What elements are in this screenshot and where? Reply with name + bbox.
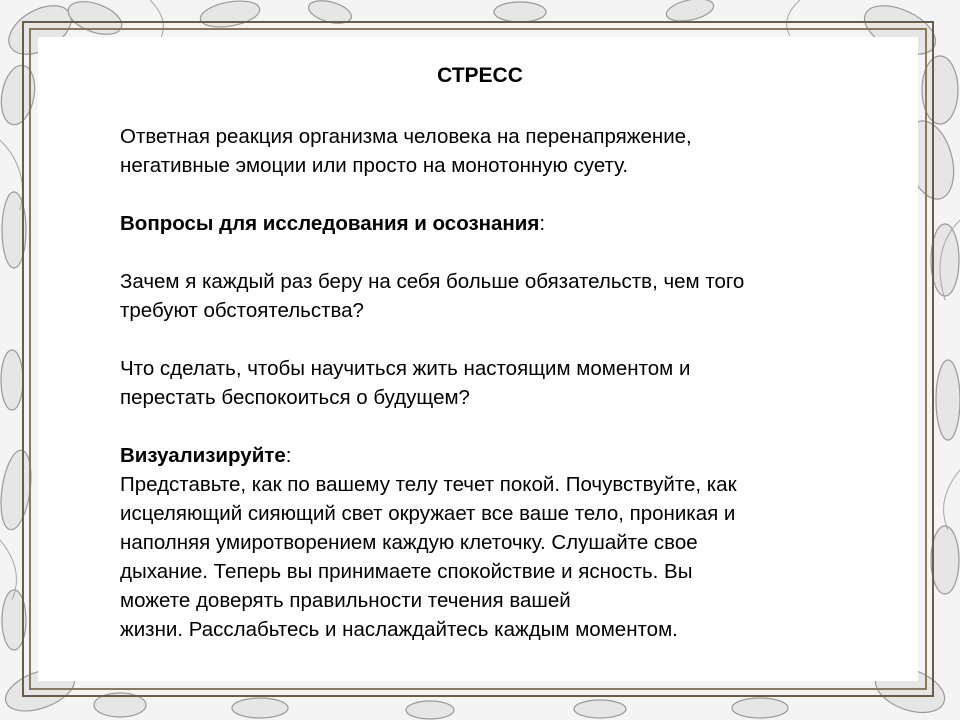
questions-heading-line: Вопросы для исследования и осознания:: [120, 212, 546, 235]
visualize-line-4: дыхание. Теперь вы принимаете спокойствие и ясность. Вы: [120, 560, 693, 583]
page-title: СТРЕСС: [437, 64, 523, 87]
visualize-line-2: исцеляющий сияющий свет окружает все ваше тело, проникая и: [120, 502, 736, 525]
question-2-line-1: Что сделать, чтобы научиться жить настоящим моментом и: [120, 357, 691, 380]
question-1-line-1: Зачем я каждый раз беру на себя больше обязательств, чем того: [120, 270, 745, 293]
definition-line-2: негативные эмоции или просто на монотонную суету.: [120, 154, 629, 177]
visualize-line-3: наполняя умиротворением каждую клеточку. Слушайте свое: [120, 531, 698, 554]
question-2-line-2: перестать беспокоиться о будущем?: [120, 386, 470, 409]
visualize-heading-line: Визуализируйте:: [120, 444, 292, 467]
questions-heading: Вопросы для исследования и осознания: [120, 212, 540, 235]
visualize-line-6: жизни. Расслабьтесь и наслаждайтесь каждым моментом.: [120, 618, 678, 641]
content-body: [120, 122, 860, 644]
definition-line-1: Ответная реакция организма человека на перенапряжение,: [120, 125, 692, 148]
visualize-line-5: можете доверять правильности течения вашей: [120, 589, 571, 612]
question-1-line-2: требуют обстоятельства?: [120, 299, 364, 322]
visualize-line-1: Представьте, как по вашему телу течет покой. Почувствуйте, как: [120, 473, 737, 496]
visualize-heading: Визуализируйте: [120, 444, 286, 467]
